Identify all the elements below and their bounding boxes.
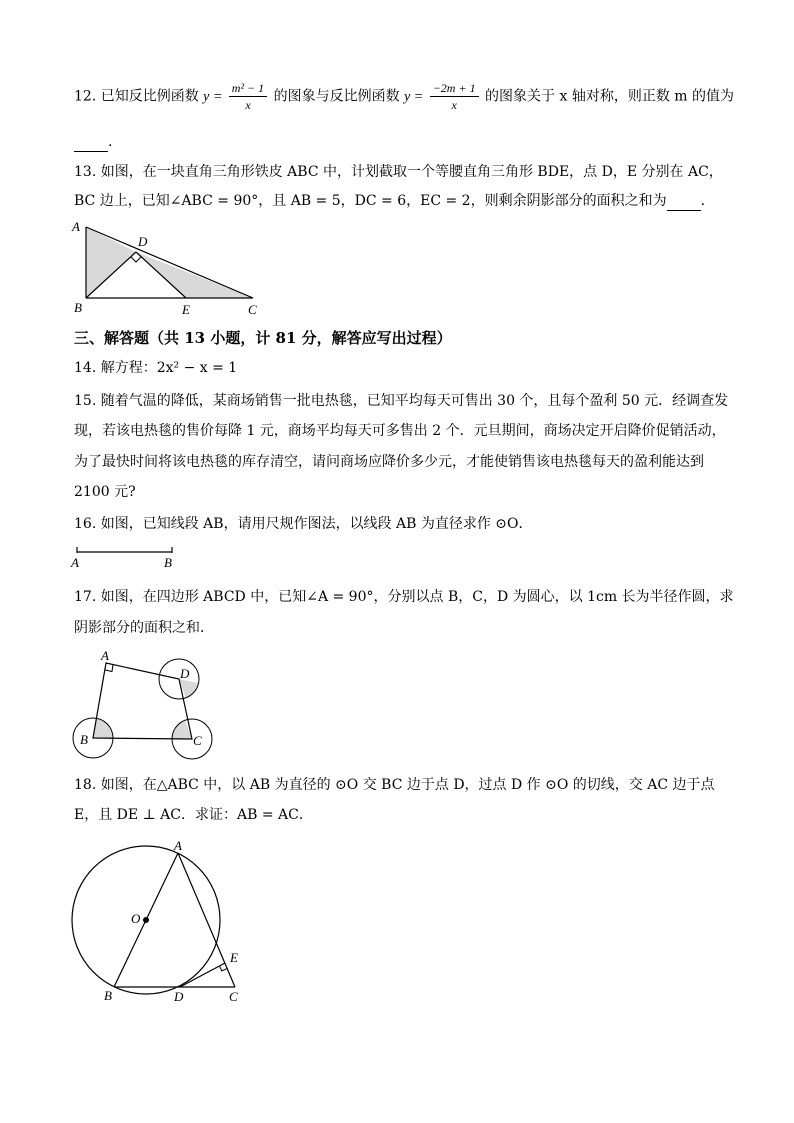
- q12-fraction-1: [229, 80, 267, 113]
- q12-frac1-numerator: m² − 1: [229, 80, 267, 97]
- section-3-heading: 三、解答题（共 13 小题，计 81 分，解答应写出过程）: [74, 329, 452, 347]
- q18-line2: E，且 DE ⊥ AC．求证：AB = AC．: [74, 807, 313, 823]
- q14-text: 14. 解方程：2x² − x = 1: [74, 360, 238, 376]
- q16-label-b: B: [164, 555, 172, 570]
- q18-tangent-de: [180, 963, 225, 987]
- q16-figure: [66, 542, 186, 572]
- q18-label-a: A: [174, 838, 182, 853]
- q13-line1: 13. 如图，在一块直角三角形铁皮 ABC 中，计划截取一个等腰直角三角形 BDE，点 D，E 分别在 AC，: [74, 164, 723, 180]
- q17-figure: [66, 645, 216, 760]
- q12-line1: [74, 80, 734, 113]
- q18-label-e: E: [230, 950, 238, 965]
- q13-label-b: B: [74, 300, 82, 315]
- q18-line1: 18. 如图，在△ABC 中，以 AB 为直径的 ⊙O 交 BC 边于点 D，过点 D 作 ⊙O 的切线，交 AC 边于点: [74, 777, 715, 793]
- q12-fraction-2: [430, 80, 479, 113]
- q12-answer-blank[interactable]: [74, 137, 108, 152]
- q15-line3: 为了最快时间将该电热毯的库存清空，请问商场应降价多少元，才能使销售该电热毯每天的盈利能达到: [74, 454, 704, 470]
- q18-label-c: C: [229, 989, 238, 1004]
- q12-y2: y =: [404, 89, 424, 105]
- q12-frac2-numerator: −2m + 1: [430, 80, 479, 97]
- q18-label-o: O: [131, 911, 141, 926]
- q13-end: .: [700, 193, 706, 209]
- q13-label-e: E: [182, 302, 190, 317]
- q12-mid: 的图象与反比例函数: [273, 88, 400, 105]
- q18-label-b: B: [104, 988, 112, 1003]
- q17-label-c: C: [193, 733, 202, 748]
- q17-line2: 阴影部分的面积之和．: [74, 620, 214, 636]
- q12-line2: [74, 132, 112, 152]
- q17-label-a: A: [101, 648, 109, 663]
- q13-label-a: A: [72, 219, 80, 234]
- q18-side-ac: [178, 853, 235, 987]
- q16-label-a: A: [71, 555, 79, 570]
- q17-right-angle-mark: [105, 665, 113, 672]
- q12-suffix: 的图象关于 x 轴对称，则正数 m 的值为: [485, 88, 735, 105]
- q18-center-dot: [143, 917, 149, 923]
- q15-line1: 15. 随着气温的降低，某商场销售一批电热毯，已知平均每天可售出 30 个，且每个盈利 50 元．经调查发: [74, 393, 729, 409]
- q17-label-d: D: [180, 666, 190, 681]
- q13-figure: [66, 216, 266, 320]
- q17-label-b: B: [80, 732, 88, 747]
- q13-line2-text: BC 边上，已知∠ABC = 90°，且 AB = 5，DC = 6，EC = 2，则剩余阴影部分的面积之和为: [74, 193, 667, 209]
- q18-label-d: D: [174, 989, 184, 1004]
- q16-text: 16. 如图，已知线段 AB，请用尺规作图法，以线段 AB 为直径求作 ⊙O．: [74, 516, 533, 532]
- q13-label-d: D: [138, 234, 148, 249]
- q12-frac2-denominator: x: [451, 98, 457, 112]
- q17-line1: 17. 如图，在四边形 ABCD 中，已知∠A = 90°，分别以点 B，C，D 为圆心，以 1cm 长为半径作圆，求: [74, 589, 734, 605]
- q13-answer-blank[interactable]: [667, 196, 701, 211]
- q13-right-angle-mark: [131, 257, 141, 262]
- q15-line2: 现，若该电热毯的售价每降 1 元，商场平均每天可多售出 2 个．元旦期间，商场决定开启降价促销活动，: [74, 423, 726, 439]
- q12-frac1-denominator: x: [245, 98, 251, 112]
- q12-prefix: 12. 已知反比例函数: [74, 88, 199, 105]
- q12-end: .: [108, 134, 113, 150]
- q13-line2: [74, 191, 705, 211]
- q12-y1: y =: [203, 89, 223, 105]
- q15-line4: 2100 元?: [74, 484, 136, 500]
- q18-figure: [64, 832, 254, 1010]
- q13-label-c: C: [248, 302, 257, 317]
